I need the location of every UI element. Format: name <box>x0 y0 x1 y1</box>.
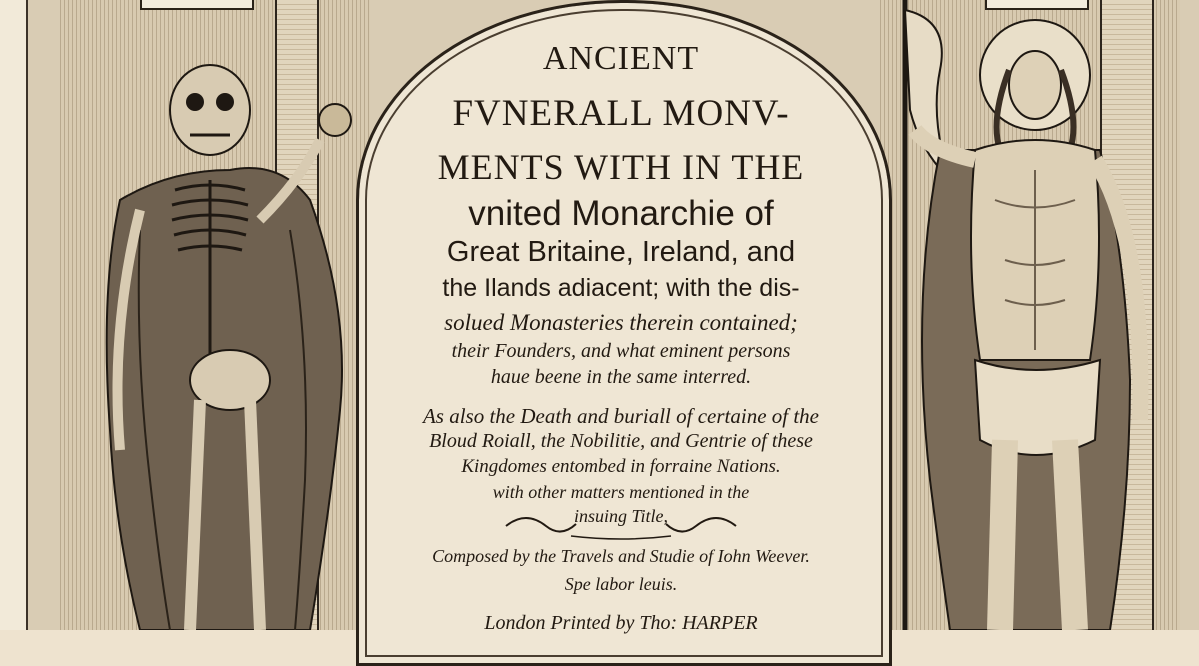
title-line-16: Spe labor leuis. <box>564 574 678 594</box>
paper-margin <box>0 0 26 630</box>
title-line-5: Great Britaine, Ireland, and <box>446 236 796 268</box>
ornamental-flourish-icon <box>501 508 741 542</box>
title-text-block <box>356 0 886 634</box>
title-line-12: Kingdomes entombed in forraine Nations. <box>461 456 781 477</box>
title-line-7: solued Monasteries therein contained; <box>444 310 798 335</box>
title-line-2: FVNERALL MONV- <box>452 93 790 134</box>
title-line-9: haue beene in the same interred. <box>490 366 752 388</box>
title-line-3: MENTS WITH IN THE <box>437 147 805 187</box>
skeleton-figure <box>80 30 370 630</box>
title-line-13: with other matters mentioned in the <box>492 482 750 502</box>
title-line-17: London Printed by Tho: HARPER <box>484 612 758 634</box>
title-line-6: the Ilands adiacent; with the dis- <box>442 274 800 302</box>
title-line-1: ANCIENT <box>542 40 700 77</box>
title-line-11: Bloud Roiall, the Nobilitie, and Gentrie of these <box>429 430 813 452</box>
title-line-15: Composed by the Travels and Studie of Iohn Weever. <box>432 546 810 566</box>
risen-christ-figure <box>880 0 1180 630</box>
title-line-14: insuing Title, <box>573 506 669 526</box>
left-top-cap <box>140 0 254 10</box>
title-line-8: their Founders, and what eminent persons <box>451 340 791 362</box>
title-line-10: As also the Death and buriall of certaine of the <box>422 404 820 428</box>
title-line-4: vnited Monarchie of <box>468 194 774 233</box>
